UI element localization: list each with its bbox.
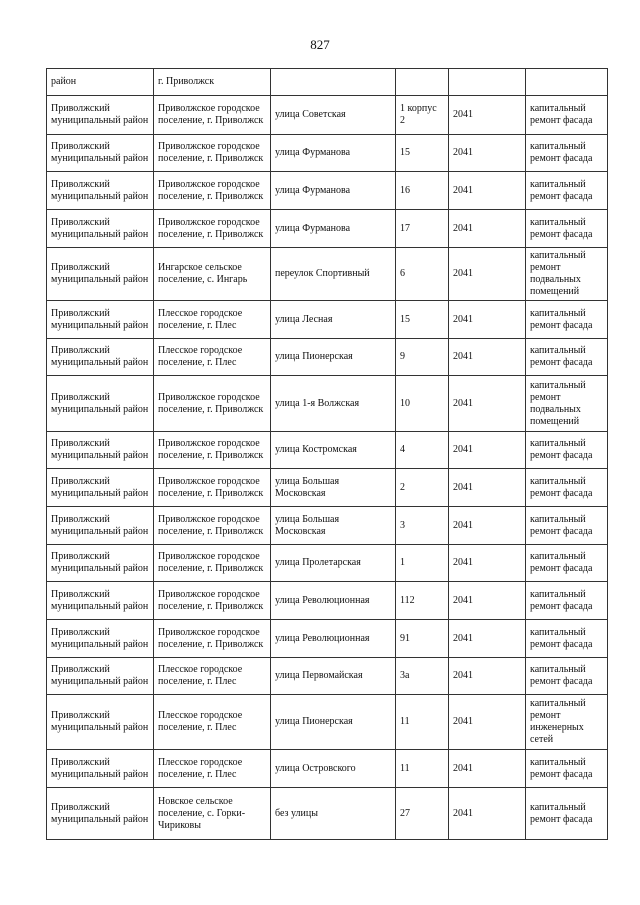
street-cell: улица Большая Московская (271, 469, 396, 507)
settlement-cell: Приволжское городское поселение, г. Приволжск (154, 432, 271, 469)
district-cell: Приволжский муниципальный район (47, 210, 154, 248)
table-row (47, 469, 608, 507)
district-cell: Приволжский муниципальный район (47, 750, 154, 788)
work-type-cell: капитальный ремонт подвальных помещений (526, 376, 608, 432)
district-cell: Приволжский муниципальный район (47, 507, 154, 545)
house-number-cell: 112 (396, 582, 449, 620)
table-row (47, 376, 608, 432)
district-cell: Приволжский муниципальный район (47, 248, 154, 301)
work-type-cell: капитальный ремонт фасада (526, 507, 608, 545)
work-type-cell: капитальный ремонт фасада (526, 96, 608, 135)
house-number-cell: 2 (396, 469, 449, 507)
house-number-cell: 11 (396, 750, 449, 788)
year-cell: 2041 (449, 620, 526, 658)
district-cell: Приволжский муниципальный район (47, 658, 154, 695)
house-number-cell: 3а (396, 658, 449, 695)
year-cell: 2041 (449, 210, 526, 248)
year-cell: 2041 (449, 695, 526, 750)
work-type-cell (526, 69, 608, 96)
street-cell: без улицы (271, 788, 396, 840)
district-cell: Приволжский муниципальный район (47, 96, 154, 135)
settlement-cell: Плесское городское поселение, г. Плес (154, 695, 271, 750)
settlement-cell: Приволжское городское поселение, г. Приволжск (154, 376, 271, 432)
street-cell (271, 69, 396, 96)
table-row (47, 339, 608, 376)
settlement-cell: Приволжское городское поселение, г. Приволжск (154, 96, 271, 135)
table-row (47, 210, 608, 248)
house-number-cell: 91 (396, 620, 449, 658)
street-cell: улица Пролетарская (271, 545, 396, 582)
year-cell: 2041 (449, 301, 526, 339)
district-cell: Приволжский муниципальный район (47, 172, 154, 210)
house-number-cell: 11 (396, 695, 449, 750)
house-number-cell: 16 (396, 172, 449, 210)
street-cell: улица 1-я Волжская (271, 376, 396, 432)
street-cell: улица Большая Московская (271, 507, 396, 545)
house-number-cell: 10 (396, 376, 449, 432)
year-cell: 2041 (449, 469, 526, 507)
house-number-cell: 9 (396, 339, 449, 376)
page-number: 827 (310, 37, 330, 52)
table-body (47, 69, 608, 840)
street-cell: улица Революционная (271, 582, 396, 620)
street-cell: улица Пионерская (271, 339, 396, 376)
year-cell: 2041 (449, 432, 526, 469)
settlement-cell: Приволжское городское поселение, г. Приволжск (154, 172, 271, 210)
housing-repair-table (46, 68, 608, 840)
street-cell: улица Островского (271, 750, 396, 788)
table-row (47, 658, 608, 695)
house-number-cell: 6 (396, 248, 449, 301)
year-cell: 2041 (449, 582, 526, 620)
district-cell: Приволжский муниципальный район (47, 469, 154, 507)
district-cell: Приволжский муниципальный район (47, 620, 154, 658)
table-row (47, 750, 608, 788)
year-cell: 2041 (449, 339, 526, 376)
street-cell: улица Фурманова (271, 135, 396, 172)
work-type-cell: капитальный ремонт фасада (526, 658, 608, 695)
year-cell: 2041 (449, 750, 526, 788)
settlement-cell: Приволжское городское поселение, г. Приволжск (154, 135, 271, 172)
year-cell: 2041 (449, 507, 526, 545)
settlement-cell: г. Приволжск (154, 69, 271, 96)
table-row (47, 135, 608, 172)
work-type-cell: капитальный ремонт подвальных помещений (526, 248, 608, 301)
year-cell: 2041 (449, 545, 526, 582)
district-cell: Приволжский муниципальный район (47, 339, 154, 376)
house-number-cell: 15 (396, 135, 449, 172)
district-cell: Приволжский муниципальный район (47, 301, 154, 339)
year-cell: 2041 (449, 248, 526, 301)
settlement-cell: Ингарское сельское поселение, с. Ингарь (154, 248, 271, 301)
house-number-cell: 3 (396, 507, 449, 545)
street-cell: улица Лесная (271, 301, 396, 339)
district-cell: Приволжский муниципальный район (47, 432, 154, 469)
street-cell: улица Революционная (271, 620, 396, 658)
table-row (47, 545, 608, 582)
district-cell: Приволжский муниципальный район (47, 695, 154, 750)
settlement-cell: Приволжское городское поселение, г. Приволжск (154, 582, 271, 620)
settlement-cell: Приволжское городское поселение, г. Приволжск (154, 469, 271, 507)
year-cell: 2041 (449, 658, 526, 695)
table-row (47, 301, 608, 339)
district-cell: Приволжский муниципальный район (47, 376, 154, 432)
table-row (47, 695, 608, 750)
work-type-cell: капитальный ремонт фасада (526, 339, 608, 376)
house-number-cell (396, 69, 449, 96)
work-type-cell: капитальный ремонт фасада (526, 432, 608, 469)
table-row (47, 96, 608, 135)
table-row (47, 432, 608, 469)
street-cell: улица Советская (271, 96, 396, 135)
settlement-cell: Приволжское городское поселение, г. Приволжск (154, 620, 271, 658)
settlement-cell: Плесское городское поселение, г. Плес (154, 658, 271, 695)
settlement-cell: Плесское городское поселение, г. Плес (154, 339, 271, 376)
house-number-cell: 1 (396, 545, 449, 582)
street-cell: улица Фурманова (271, 172, 396, 210)
year-cell: 2041 (449, 135, 526, 172)
table-row (47, 172, 608, 210)
year-cell (449, 69, 526, 96)
street-cell: улица Пионерская (271, 695, 396, 750)
house-number-cell: 27 (396, 788, 449, 840)
table-row (47, 582, 608, 620)
street-cell: переулок Спортивный (271, 248, 396, 301)
settlement-cell: Приволжское городское поселение, г. Приволжск (154, 210, 271, 248)
street-cell: улица Первомайская (271, 658, 396, 695)
table-row (47, 69, 608, 96)
work-type-cell: капитальный ремонт фасада (526, 582, 608, 620)
settlement-cell: Новское сельское поселение, с. Горки-Чириковы (154, 788, 271, 840)
settlement-cell: Плесское городское поселение, г. Плес (154, 301, 271, 339)
work-type-cell: капитальный ремонт фасада (526, 210, 608, 248)
district-cell: Приволжский муниципальный район (47, 788, 154, 840)
year-cell: 2041 (449, 788, 526, 840)
work-type-cell: капитальный ремонт инженерных сетей (526, 695, 608, 750)
work-type-cell: капитальный ремонт фасада (526, 545, 608, 582)
work-type-cell: капитальный ремонт фасада (526, 301, 608, 339)
settlement-cell: Плесское городское поселение, г. Плес (154, 750, 271, 788)
work-type-cell: капитальный ремонт фасада (526, 135, 608, 172)
table-row (47, 788, 608, 840)
table-row (47, 620, 608, 658)
settlement-cell: Приволжское городское поселение, г. Приволжск (154, 507, 271, 545)
street-cell: улица Костромская (271, 432, 396, 469)
work-type-cell: капитальный ремонт фасада (526, 469, 608, 507)
house-number-cell: 4 (396, 432, 449, 469)
work-type-cell: капитальный ремонт фасада (526, 788, 608, 840)
table-row (47, 507, 608, 545)
table-row (47, 248, 608, 301)
street-cell: улица Фурманова (271, 210, 396, 248)
house-number-cell: 17 (396, 210, 449, 248)
work-type-cell: капитальный ремонт фасада (526, 172, 608, 210)
district-cell: Приволжский муниципальный район (47, 135, 154, 172)
year-cell: 2041 (449, 376, 526, 432)
work-type-cell: капитальный ремонт фасада (526, 620, 608, 658)
house-number-cell: 1 корпус 2 (396, 96, 449, 135)
settlement-cell: Приволжское городское поселение, г. Приволжск (154, 545, 271, 582)
house-number-cell: 15 (396, 301, 449, 339)
year-cell: 2041 (449, 172, 526, 210)
district-cell: район (47, 69, 154, 96)
year-cell: 2041 (449, 96, 526, 135)
district-cell: Приволжский муниципальный район (47, 545, 154, 582)
district-cell: Приволжский муниципальный район (47, 582, 154, 620)
work-type-cell: капитальный ремонт фасада (526, 750, 608, 788)
